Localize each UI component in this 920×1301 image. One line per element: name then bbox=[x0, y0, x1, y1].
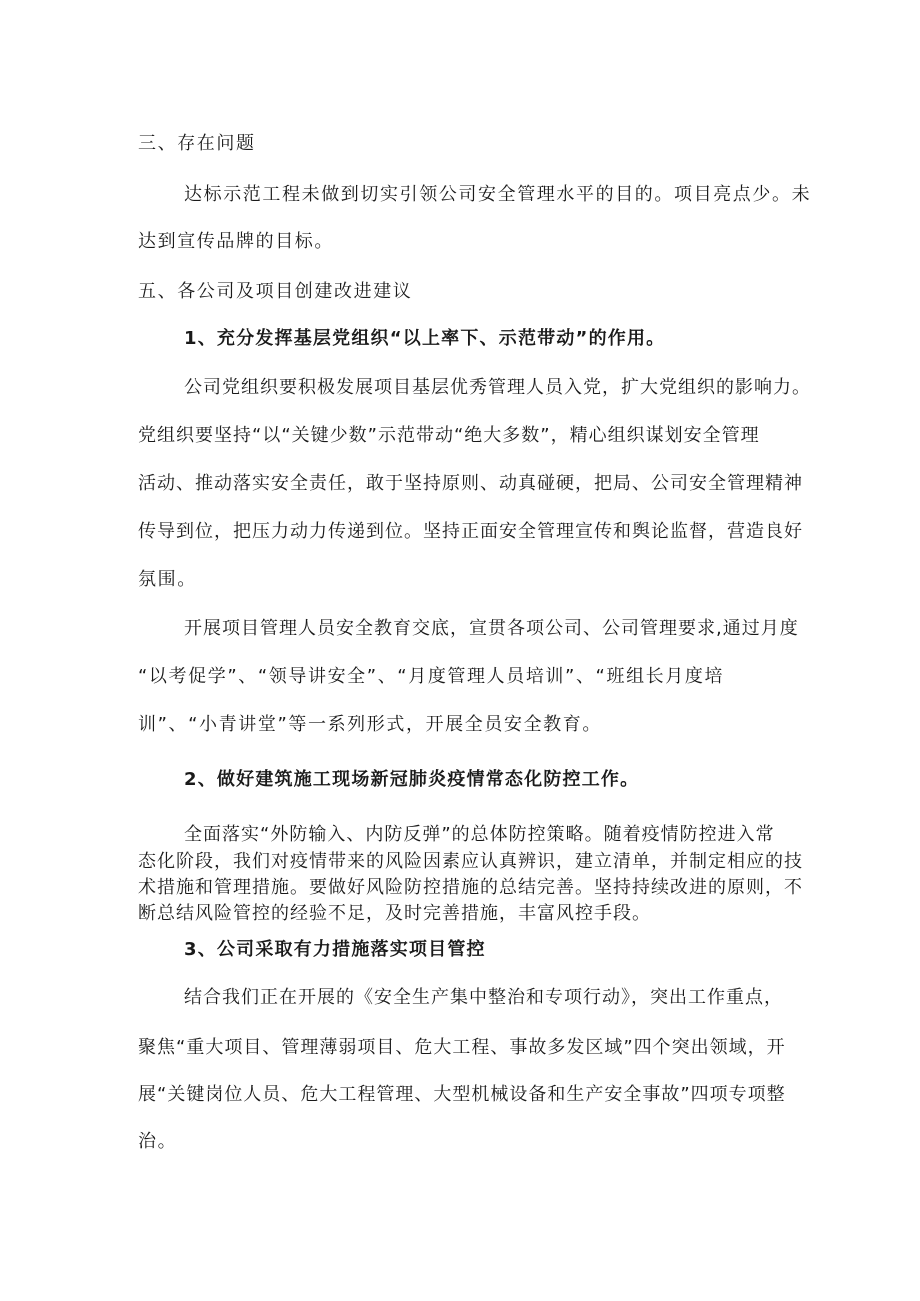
item-2-paragraph-line-4: 断总结风险管控的经验不足，及时完善措施，丰富风控手段。 bbox=[138, 903, 651, 924]
item-1-paragraph-1-line-4: 传导到位，把压力动力传递到位。坚持正面安全管理宣传和舆论监督，营造良好 bbox=[138, 521, 803, 542]
item-1-paragraph-1-line-2: 党组织要坚持“以“关键少数”示范带动“绝大多数”，精心组织谋划安全管理 bbox=[138, 425, 760, 446]
item-1-paragraph-1-line-5: 氛围。 bbox=[138, 569, 197, 590]
item-3-title: 3、公司采取有力措施落实项目管控 bbox=[184, 939, 486, 960]
section-3-paragraph-line-2: 达到宣传品牌的目标。 bbox=[138, 231, 334, 252]
item-1-title: 1、充分发挥基层党组织“以上率下、示范带动”的作用。 bbox=[184, 328, 666, 349]
item-3-paragraph-line-4: 治。 bbox=[138, 1131, 178, 1152]
item-2-title: 2、做好建筑施工现场新冠肺炎疫情常态化防控工作。 bbox=[184, 769, 640, 790]
item-3-paragraph-line-2: 聚焦“重大项目、管理薄弱项目、危大工程、事故多发区域”四个突出领域，开 bbox=[138, 1037, 786, 1058]
item-2-paragraph-line-1: 全面落实“外防输入、内防反弹”的总体防控策略。随着疫情防控进入常 bbox=[184, 824, 775, 845]
item-3-paragraph-line-1: 结合我们正在开展的《安全生产集中整治和专项行动》，突出工作重点， bbox=[184, 987, 783, 1008]
item-3-paragraph-line-3: 展“关键岗位人员、危大工程管理、大型机械设备和生产安全事故”四项专项整 bbox=[138, 1084, 786, 1105]
item-2-paragraph-line-2: 态化阶段，我们对疫情带来的风险因素应认真辨识，建立清单，并制定相应的技 bbox=[138, 851, 803, 872]
section-3-heading: 三、存在问题 bbox=[138, 133, 256, 154]
item-1-paragraph-2-line-1: 开展项目管理人员安全教育交底，宣贯各项公司、公司管理要求,通过月度 bbox=[184, 618, 799, 639]
section-5-heading: 五、各公司及项目创建改进建议 bbox=[138, 281, 413, 302]
item-2-paragraph-line-3: 术措施和管理措施。要做好风险防控措施的总结完善。坚持持续改进的原则，不 bbox=[138, 877, 803, 898]
item-1-paragraph-1-line-3: 活动、推动落实安全责任，敢于坚持原则、动真碰硬，把局、公司安全管理精神 bbox=[138, 473, 803, 494]
item-1-paragraph-2-line-3: 训”、“小青讲堂”等一系列形式，开展全员安全教育。 bbox=[138, 714, 602, 735]
section-3-paragraph-line-1: 达标示范工程未做到切实引领公司安全管理水平的目的。项目亮点少。未 bbox=[184, 184, 812, 205]
item-1-paragraph-2-line-2: “以考促学”、“领导讲安全”、“月度管理人员培训”、“班组长月度培 bbox=[138, 666, 725, 687]
item-1-paragraph-1-line-1: 公司党组织要积极发展项目基层优秀管理人员入党，扩大党组织的影响力。 bbox=[184, 377, 811, 398]
